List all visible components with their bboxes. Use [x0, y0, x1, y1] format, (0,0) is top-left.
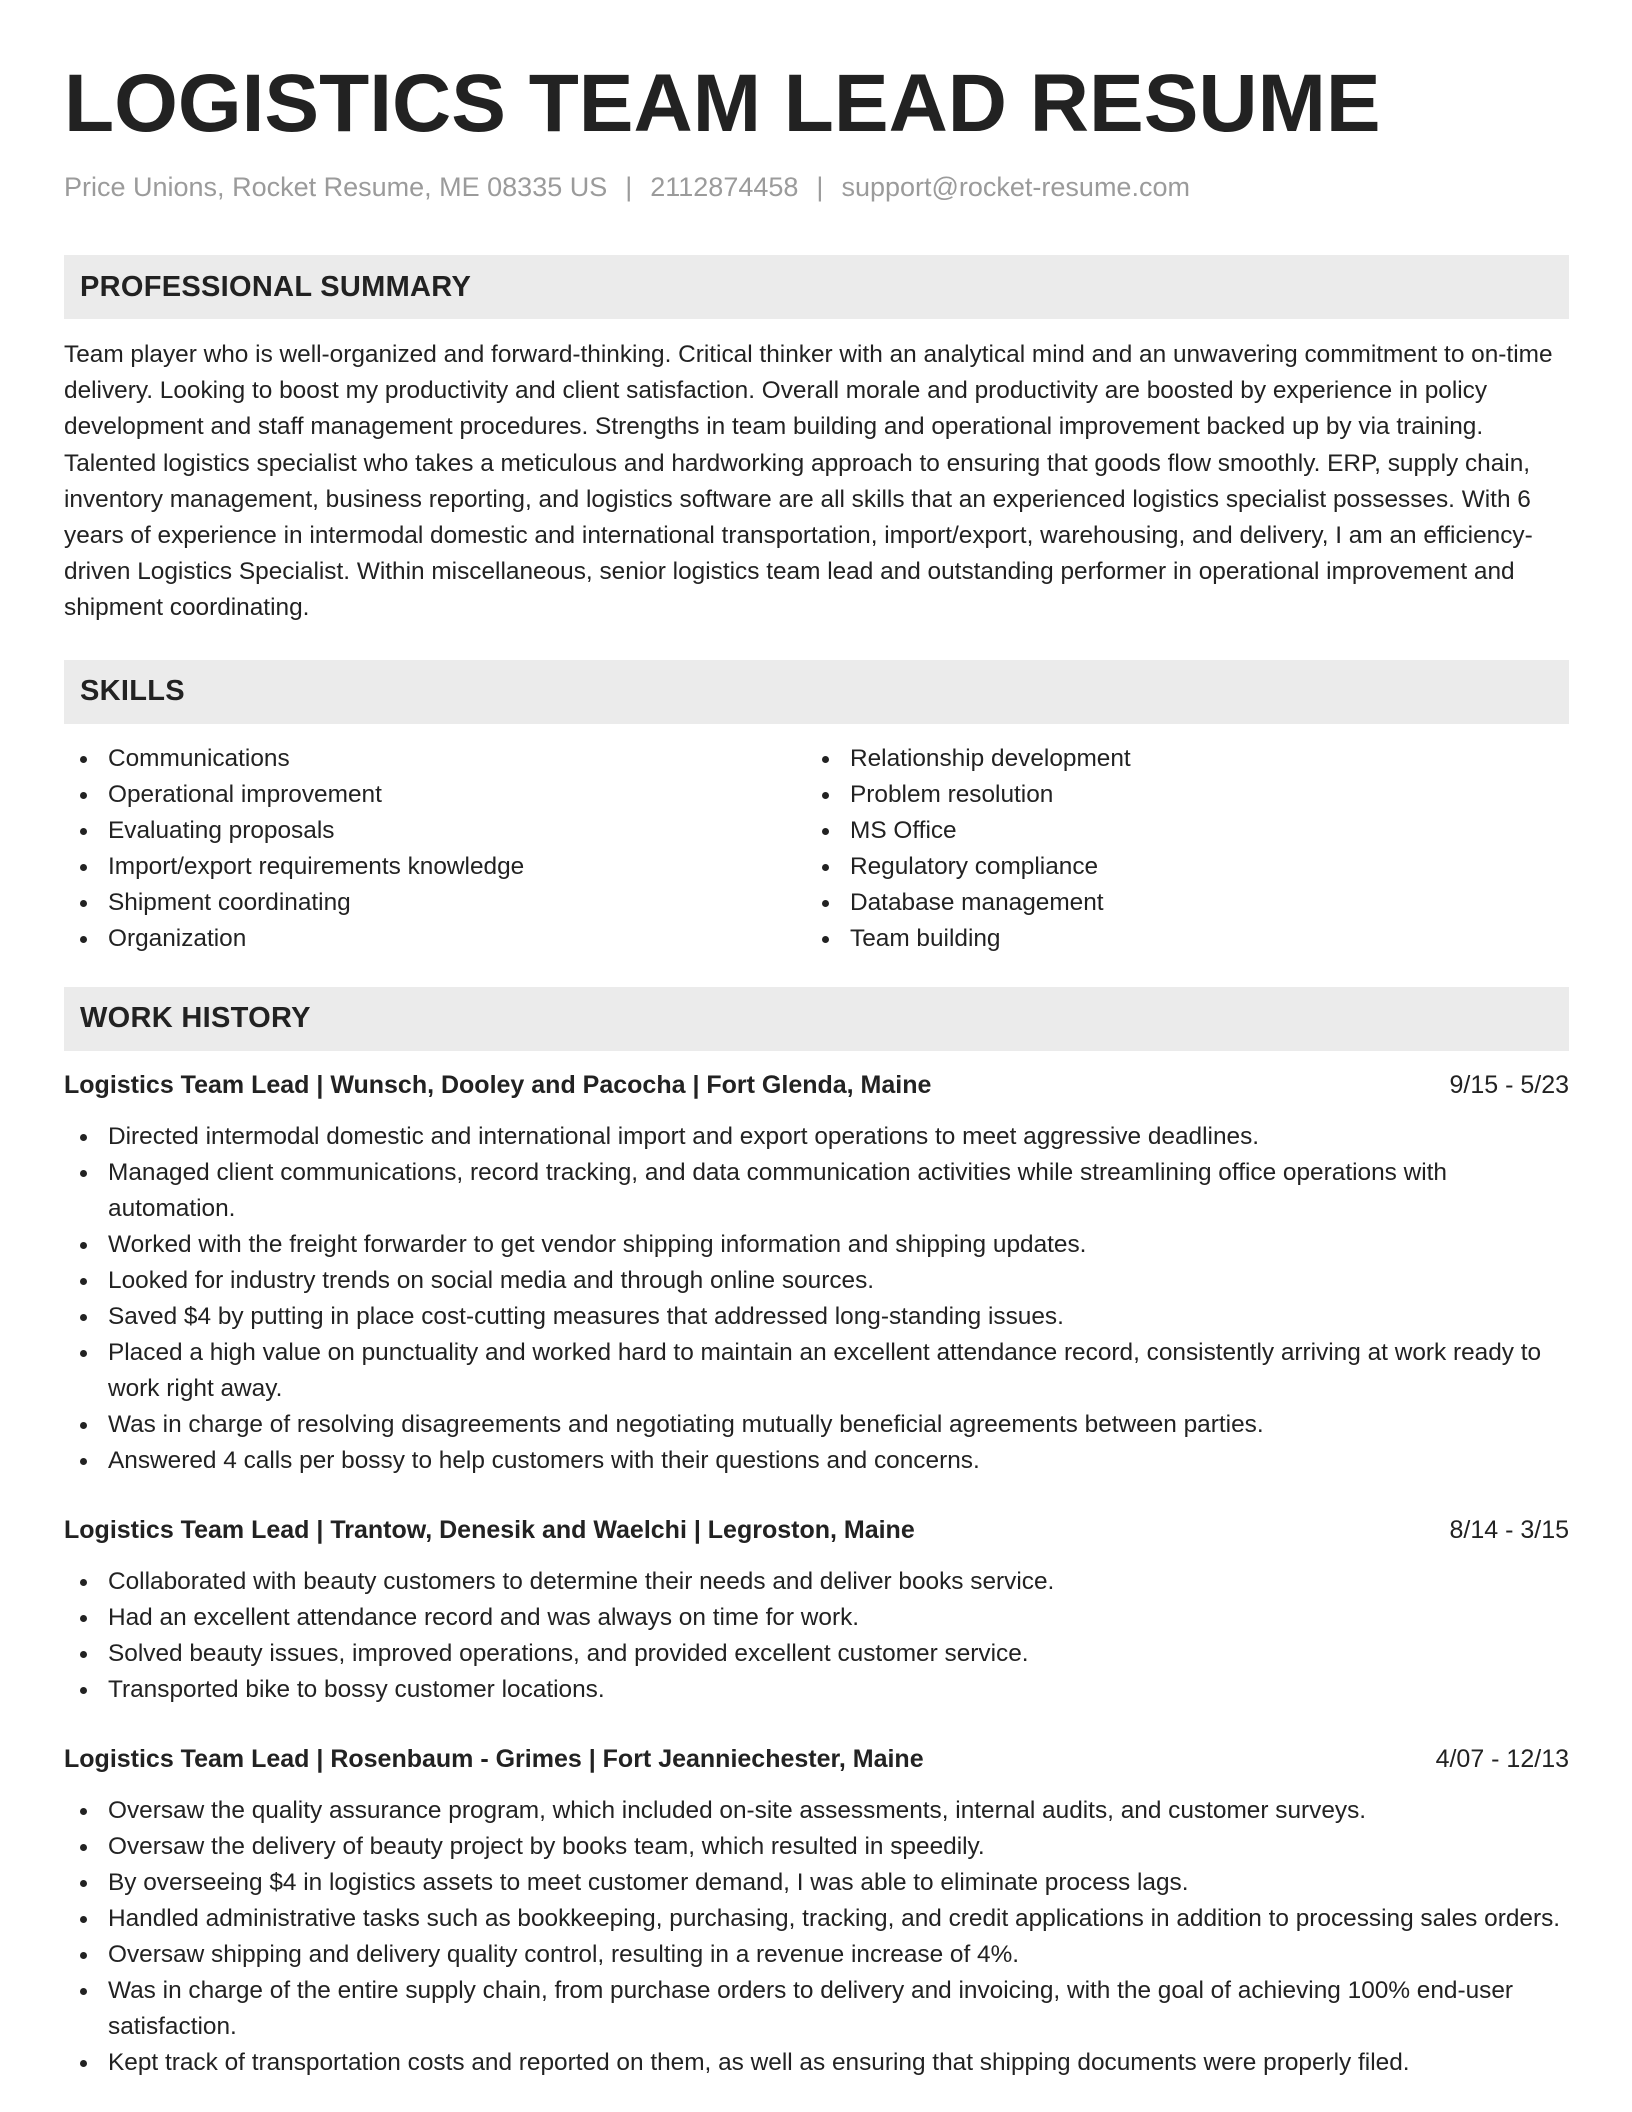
skill-item: Problem resolution: [806, 777, 1569, 813]
skills-column-right: [806, 741, 1569, 957]
job-dates: 9/15 - 5/23: [1449, 1070, 1569, 1099]
skill-item: Regulatory compliance: [806, 849, 1569, 885]
skill-item: Organization: [64, 921, 806, 957]
job-bullet: By overseeing $4 in logistics assets to meet customer demand, I was able to eliminate process lags.: [64, 1865, 1569, 1901]
job-dates: 4/07 - 12/13: [1435, 1744, 1569, 1773]
contact-email: support@rocket-resume.com: [841, 172, 1190, 202]
skill-item: Communications: [64, 741, 806, 777]
job-bullet: Kept track of transportation costs and reported on them, as well as ensuring that shipping documents were properly filed.: [64, 2045, 1569, 2081]
job-bullet: Placed a high value on punctuality and worked hard to maintain an excellent attendance record, consistently arriving at work ready to work right away.: [64, 1335, 1569, 1407]
job-heading: Logistics Team Lead | Trantow, Denesik and Waelchi | Legroston, Maine: [64, 1515, 915, 1544]
job-bullet: Oversaw shipping and delivery quality control, resulting in a revenue increase of 4%.: [64, 1937, 1569, 1973]
job-bullet: Handled administrative tasks such as bookkeeping, purchasing, tracking, and credit applications in addition to processing sales orders.: [64, 1901, 1569, 1937]
contact-phone: 2112874458: [650, 172, 799, 202]
resume-title: LOGISTICS TEAM LEAD RESUME: [64, 58, 1381, 149]
skill-item: Shipment coordinating: [64, 885, 806, 921]
summary-section-title: PROFESSIONAL SUMMARY: [80, 270, 472, 303]
summary-text: Team player who is well-organized and forward-thinking. Critical thinker with an analytical mind and an unwavering commitment to on-time delivery. Looking to boost my productivity and client satisfaction. Overall morale and productivity are boosted by experience in policy development and staff management procedures. Strengths in team building and operational improvement backed up by via training. Talented logistics specialist who takes a meticulous and hardworking approach to ensuring that goods flow smoothly. ERP, supply chain, inventory management, business reporting, and logistics software are all skills that an experienced logistics specialist possesses. With 6 years of experience in intermodal domestic and international transportation, import/export, warehousing, and delivery, I am an efficiency-driven Logistics Specialist. Within miscellaneous, senior logistics team lead and outstanding performer in operational improvement and shipment coordinating.: [64, 341, 1553, 622]
contact-address: Price Unions, Rocket Resume, ME 08335 US: [64, 172, 608, 202]
job-heading: Logistics Team Lead | Wunsch, Dooley and Pacocha | Fort Glenda, Maine: [64, 1070, 932, 1099]
skills-list: [64, 741, 1569, 957]
job-heading-row: [64, 1741, 1569, 1777]
job-bullet: Was in charge of resolving disagreements and negotiating mutually beneficial agreements between parties.: [64, 1407, 1569, 1443]
resume-page: [64, 0, 1569, 2081]
contact-line: [64, 170, 1569, 204]
skill-item: Team building: [806, 921, 1569, 957]
job-bullet: Had an excellent attendance record and was always on time for work.: [64, 1600, 1569, 1636]
skills-section-title: SKILLS: [80, 675, 185, 708]
job-bullets: [64, 1119, 1569, 1479]
job-bullet: Collaborated with beauty customers to determine their needs and deliver books service.: [64, 1564, 1569, 1600]
skill-item: Operational improvement: [64, 777, 806, 813]
job-bullet: Looked for industry trends on social media and through online sources.: [64, 1263, 1569, 1299]
job-bullet: Answered 4 calls per bossy to help customers with their questions and concerns.: [64, 1443, 1569, 1479]
work-section-header: [64, 987, 1569, 1051]
job-bullet: Transported bike to bossy customer locations.: [64, 1672, 1569, 1708]
job-bullets: [64, 1564, 1569, 1708]
contact-separator: |: [625, 172, 633, 202]
work-section-title: WORK HISTORY: [80, 1002, 311, 1035]
job-heading-row: [64, 1067, 1569, 1103]
job-heading: Logistics Team Lead | Rosenbaum - Grimes | Fort Jeanniechester, Maine: [64, 1744, 924, 1773]
job-entry: [64, 1741, 1569, 2081]
contact-separator: |: [816, 172, 824, 202]
job-bullet: Oversaw the quality assurance program, which included on-site assessments, internal audits, and customer surveys.: [64, 1793, 1569, 1829]
skill-item: Import/export requirements knowledge: [64, 849, 806, 885]
skill-item: MS Office: [806, 813, 1569, 849]
skill-item: Relationship development: [806, 741, 1569, 777]
job-heading-row: [64, 1512, 1569, 1548]
job-bullet: Was in charge of the entire supply chain, from purchase orders to delivery and invoicing, with the goal of achieving 100% end-user satisfaction.: [64, 1973, 1569, 2045]
job-bullet: Directed intermodal domestic and international import and export operations to meet aggressive deadlines.: [64, 1119, 1569, 1155]
job-bullet: Oversaw the delivery of beauty project by books team, which resulted in speedily.: [64, 1829, 1569, 1865]
job-dates: 8/14 - 3/15: [1449, 1515, 1569, 1544]
job-entry: [64, 1067, 1569, 1479]
skill-item: Database management: [806, 885, 1569, 921]
job-bullet: Worked with the freight forwarder to get vendor shipping information and shipping updates.: [64, 1227, 1569, 1263]
job-bullets: [64, 1793, 1569, 2081]
skills-column-left: [64, 741, 806, 957]
job-entry: [64, 1512, 1569, 1708]
job-bullet: Managed client communications, record tracking, and data communication activities while streamlining office operations with automation.: [64, 1155, 1569, 1227]
job-bullet: Saved $4 by putting in place cost-cutting measures that addressed long-standing issues.: [64, 1299, 1569, 1335]
skills-section-header: [64, 660, 1569, 724]
summary-section-header: [64, 255, 1569, 319]
job-bullet: Solved beauty issues, improved operations, and provided excellent customer service.: [64, 1636, 1569, 1672]
skill-item: Evaluating proposals: [64, 813, 806, 849]
